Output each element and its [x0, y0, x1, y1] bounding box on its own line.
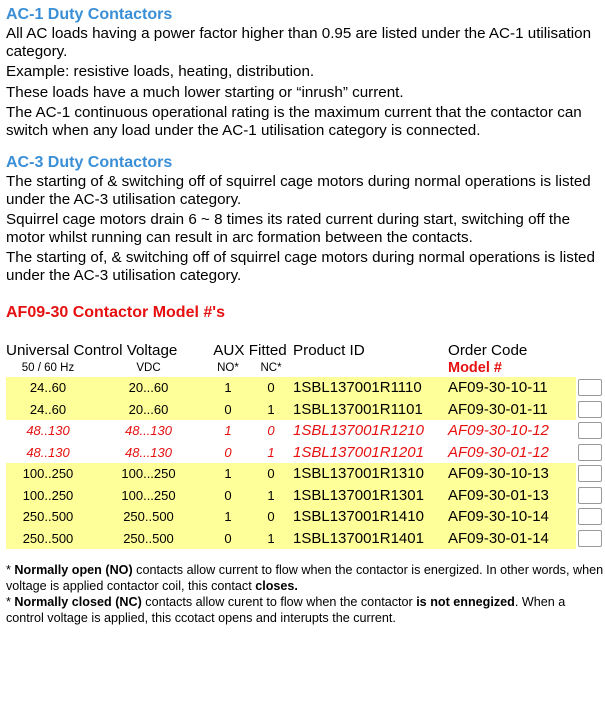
cell-order-code: AF09-30-10-12 [448, 422, 549, 440]
select-checkbox[interactable] [578, 401, 602, 418]
footnotes [6, 562, 605, 626]
select-checkbox[interactable] [578, 465, 602, 482]
cell-no: 0 [207, 485, 249, 507]
cell-no: 1 [207, 377, 249, 399]
footnote-no-term: Normally open (NO) [14, 563, 133, 577]
footnote-no-text: contacts allow current to flow when the contactor is energized. In other words, when voltage is applied contactor coil, this contact [6, 563, 604, 593]
cell-nc: 1 [249, 528, 293, 550]
header-vdc: VDC [136, 362, 161, 374]
table-row [6, 399, 604, 421]
cell-nc: 0 [267, 423, 275, 439]
ac1-paragraph-2: Example: resistive loads, heating, distribution. [6, 63, 315, 80]
cell-product-id: 1SBL137001R1110 [293, 377, 448, 399]
ac3-title: AC-3 Duty Contactors [6, 154, 173, 171]
cell-order-code: AF09-30-01-13 [448, 485, 576, 507]
header-product-id: Product ID [293, 342, 365, 359]
ac1-title: AC-1 Duty Contactors [6, 6, 173, 23]
footnote-no [6, 562, 605, 594]
cell-product-id: 1SBL137001R1210 [293, 422, 424, 440]
footnote-nc-term: Normally closed (NC) [14, 595, 142, 609]
header-row-2 [6, 359, 604, 377]
cell-no: 0 [207, 528, 249, 550]
cell-no: 1 [207, 506, 249, 528]
cell-order-code: AF09-30-01-11 [448, 399, 576, 421]
cell-nc: 0 [249, 506, 293, 528]
cell-product-id: 1SBL137001R1301 [293, 485, 448, 507]
header-voltage: Universal Control Voltage [6, 342, 178, 359]
cell-voltage-hz: 24..60 [6, 399, 90, 421]
table-row [6, 463, 604, 485]
cell-voltage-vdc: 100...250 [90, 463, 207, 485]
table-row [6, 528, 604, 550]
header-nc: NC* [260, 362, 282, 374]
cell-voltage-vdc: 250..500 [90, 528, 207, 550]
cell-order-code: AF09-30-10-14 [448, 506, 576, 528]
table-row [6, 506, 604, 528]
cell-no: 0 [207, 399, 249, 421]
cell-voltage-vdc: 48...130 [125, 423, 172, 439]
cell-order-code: AF09-30-10-11 [448, 377, 576, 399]
cell-product-id: 1SBL137001R1310 [293, 463, 448, 485]
select-checkbox[interactable] [578, 530, 602, 547]
cell-no: 1 [207, 463, 249, 485]
select-checkbox[interactable] [578, 444, 602, 461]
header-model: Model # [448, 360, 502, 376]
table-row [6, 485, 604, 507]
header-no: NO* [217, 362, 239, 374]
cell-voltage-vdc: 20...60 [90, 377, 207, 399]
models-title: AF09-30 Contactor Model #'s [6, 304, 225, 321]
footnote-nc-star: * [6, 595, 15, 609]
cell-voltage-hz: 250..500 [6, 528, 90, 550]
cell-voltage-vdc: 48...130 [125, 444, 172, 460]
select-checkbox[interactable] [578, 422, 602, 439]
cell-voltage-hz: 100..250 [6, 463, 90, 485]
cell-voltage-hz: 48..130 [26, 423, 70, 439]
ac3-paragraph-1: The starting of & switching off of squirrel cage motors during normal operations is listed under the AC-3 utilisation category. [6, 173, 591, 208]
footnote-nc-energized: is not ennegized [416, 595, 515, 609]
ac1-paragraph-3: These loads have a much lower starting or “inrush” current. [6, 83, 404, 101]
cell-voltage-hz: 100..250 [6, 485, 90, 507]
cell-order-code: AF09-30-10-13 [448, 463, 576, 485]
cell-voltage-hz: 250..500 [6, 506, 90, 528]
cell-nc: 0 [249, 377, 293, 399]
models-table [6, 339, 604, 549]
cell-nc: 1 [267, 444, 275, 460]
cell-no: 0 [224, 444, 232, 460]
ac3-paragraph-3: The starting of, & switching off of squirrel cage motors during normal operations is listed under the AC-3 utilisation category. [6, 249, 595, 284]
cell-voltage-vdc: 250..500 [90, 506, 207, 528]
header-row-1 [6, 339, 604, 359]
cell-product-id: 1SBL137001R1201 [293, 443, 424, 461]
cell-product-id: 1SBL137001R1401 [293, 528, 448, 550]
ac1-paragraph-4: The AC-1 continuous operational rating is the maximum current that the contactor can switch when any load under the AC-1 utilisation category is connected. [6, 104, 582, 139]
cell-product-id: 1SBL137001R1410 [293, 506, 448, 528]
cell-voltage-hz: 48..130 [26, 444, 70, 460]
select-checkbox[interactable] [578, 379, 602, 396]
footnote-nc [6, 594, 605, 626]
table-row [6, 377, 604, 399]
header-aux: AUX Fitted [213, 342, 287, 359]
header-hz: 50 / 60 Hz [21, 362, 75, 374]
ac3-paragraph-2: Squirrel cage motors drain 6 ~ 8 times its rated current during start, switching off the motor whilst running can result in arc formation between the contacts. [6, 211, 571, 246]
footnote-nc-text-2: . When a control voltage is applied, this ccotact opens and interupts the current. [6, 595, 566, 625]
footnote-nc-text: contacts allow curent to flow when the contactor [141, 595, 417, 609]
cell-order-code: AF09-30-01-14 [448, 528, 576, 550]
footnote-no-star: * [6, 563, 15, 577]
header-order-code: Order Code [448, 342, 528, 359]
select-checkbox[interactable] [578, 508, 602, 525]
footnote-no-closes: closes. [255, 579, 298, 593]
ac1-paragraph-1: All AC loads having a power factor higher than 0.95 are listed under the AC-1 utilisation category. [6, 25, 592, 60]
cell-voltage-vdc: 20...60 [90, 399, 207, 421]
cell-nc: 1 [249, 399, 293, 421]
cell-voltage-vdc: 100...250 [90, 485, 207, 507]
cell-no: 1 [224, 423, 232, 439]
cell-nc: 0 [249, 463, 293, 485]
cell-product-id: 1SBL137001R1101 [293, 399, 448, 421]
select-checkbox[interactable] [578, 487, 602, 504]
cell-order-code: AF09-30-01-12 [448, 443, 549, 461]
table-row [6, 442, 604, 464]
cell-voltage-hz: 24..60 [6, 377, 90, 399]
table-row [6, 420, 604, 442]
cell-nc: 1 [249, 485, 293, 507]
